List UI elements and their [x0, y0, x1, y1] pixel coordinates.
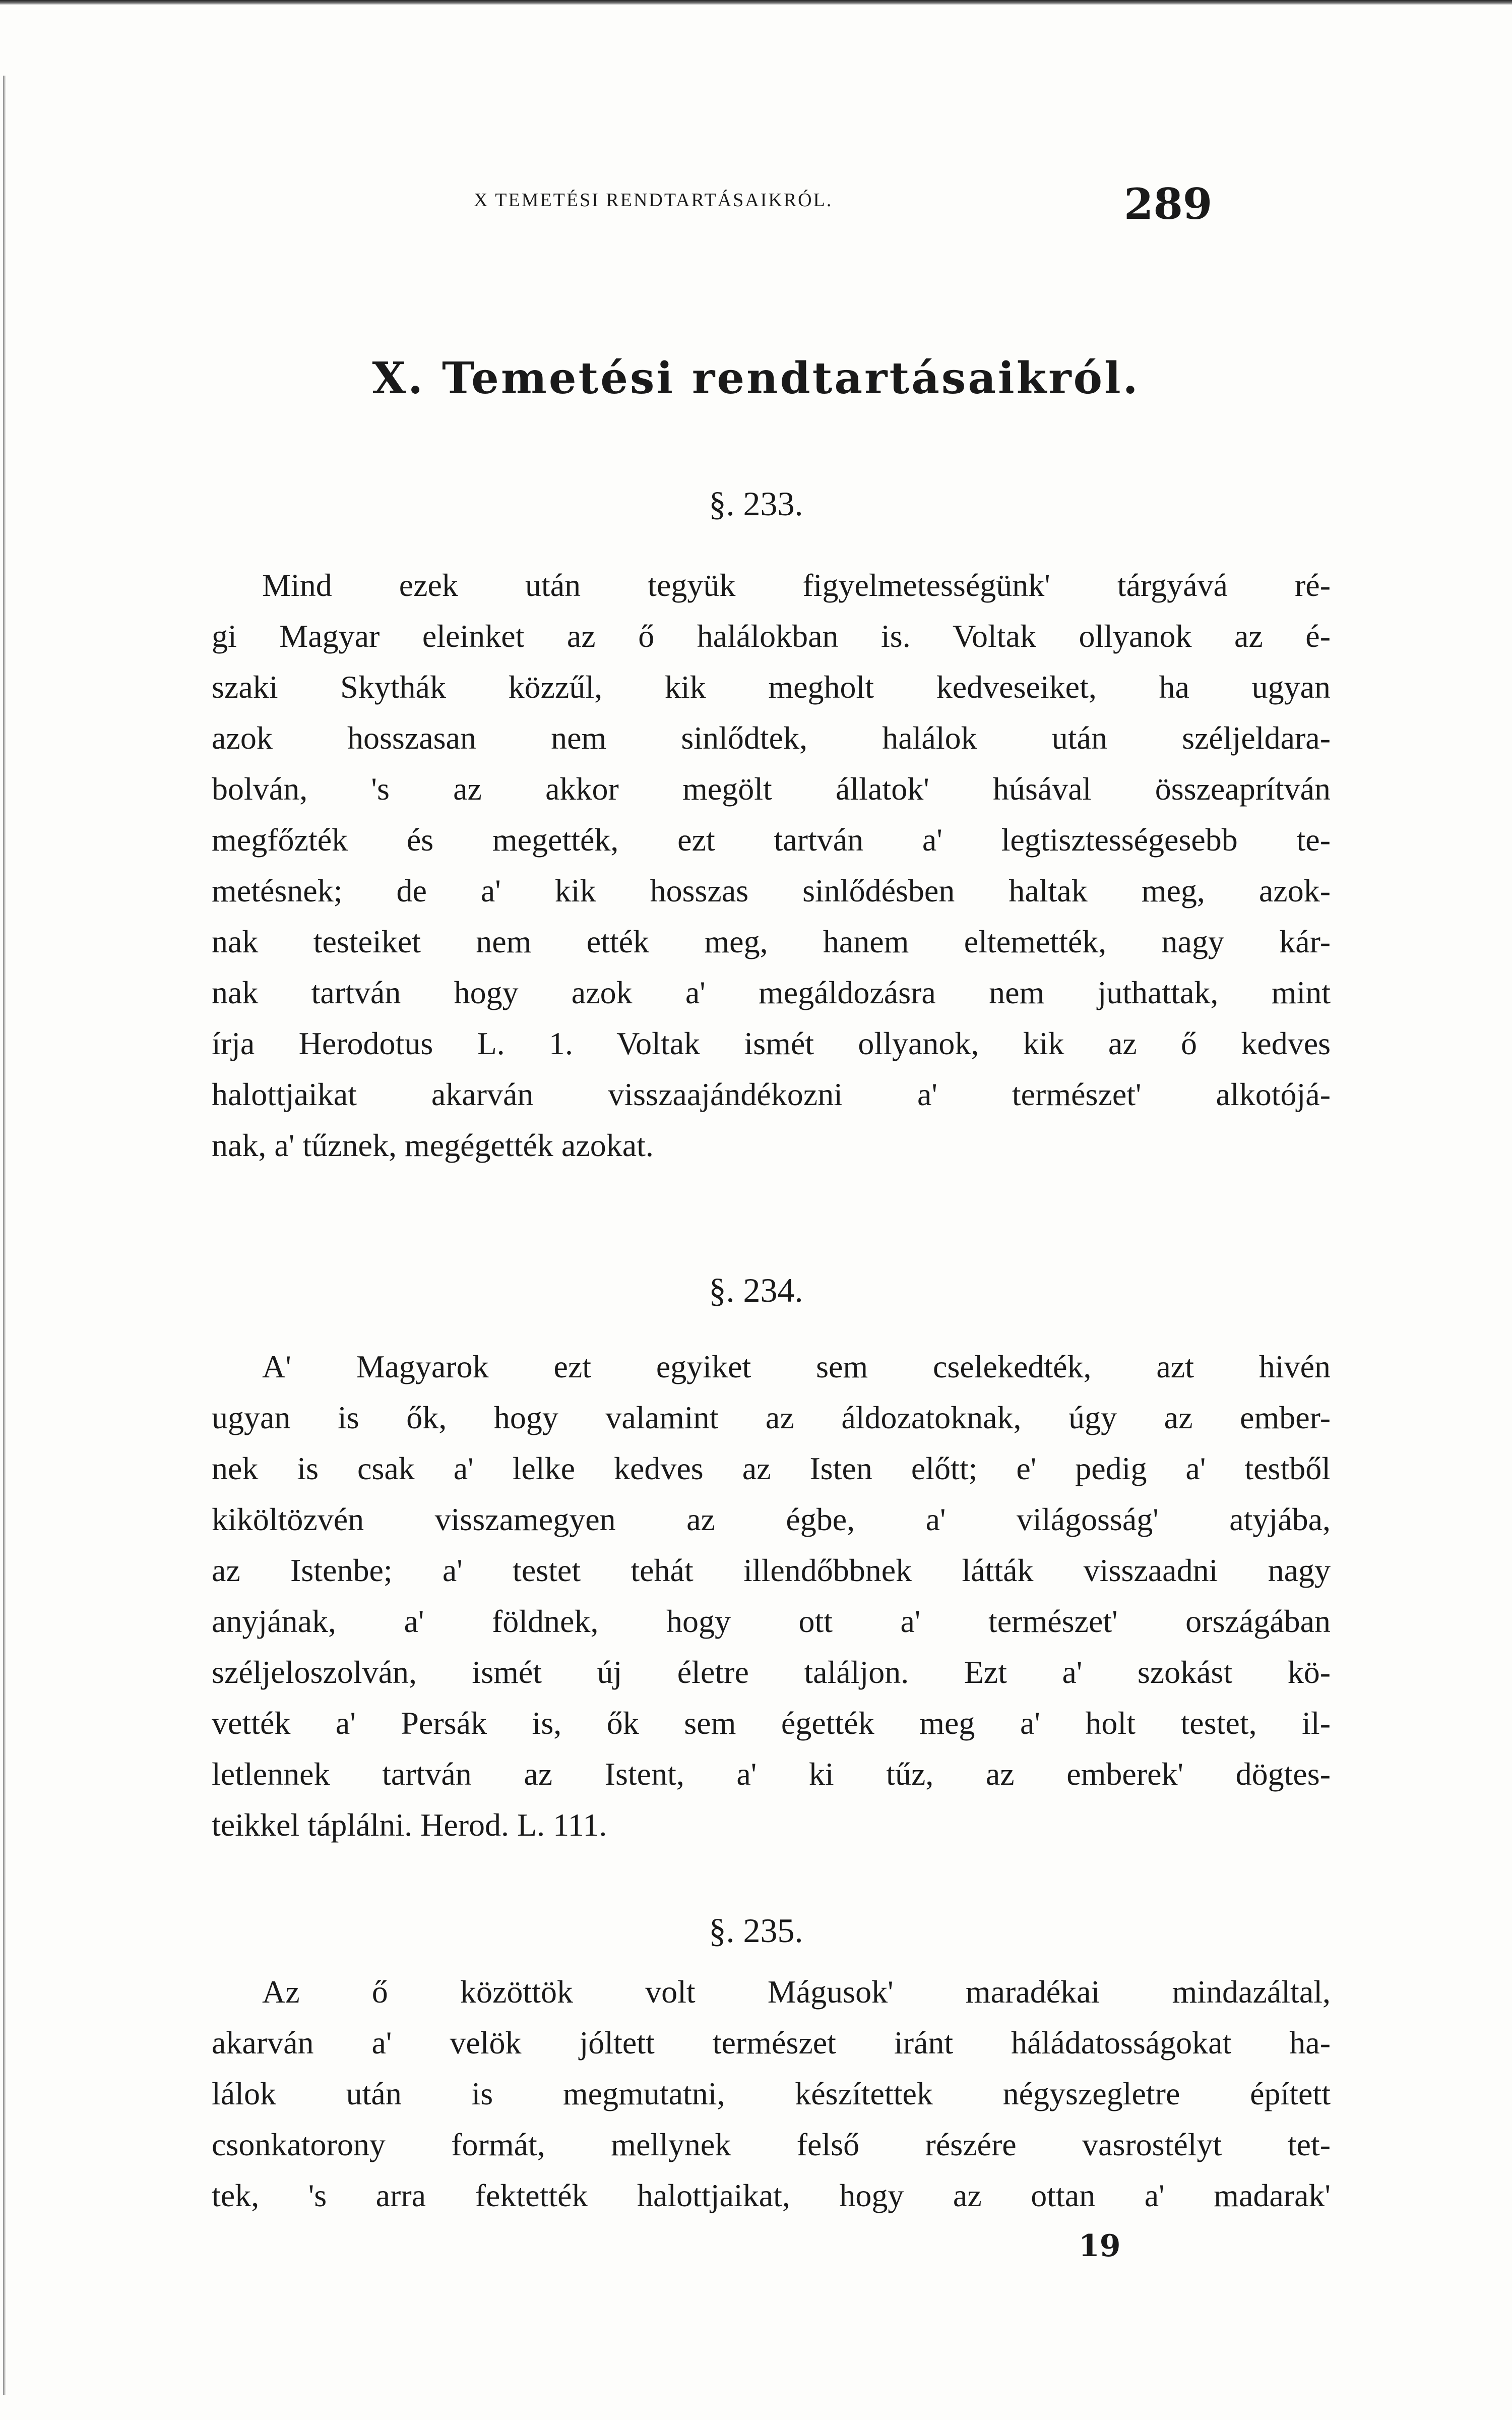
chapter-title: X. Temetési rendtartásaikról. [372, 353, 1140, 404]
section-233-heading: §. 233. [709, 485, 803, 523]
section-235-paragraph [212, 1966, 1331, 2221]
page-number: 289 [1124, 179, 1213, 229]
text-line: metésnek; de a' kik hosszas sinlődésben haltak meg, azok- [212, 873, 1331, 909]
page-top-edge [0, 0, 1512, 5]
text-line: széljeloszolván, ismét új életre találjon. Ezt a' szokást kö- [212, 1654, 1331, 1690]
section-234-heading: §. 234. [709, 1271, 803, 1309]
text-line: nek is csak a' lelke kedves az Isten előtt; e' pedig a' testből [212, 1450, 1331, 1486]
text-line: tek, 's arra fektették halottjaikat, hogy az ottan a' madarak' [212, 2177, 1331, 2213]
section-233-paragraph [212, 560, 1331, 1171]
text-line: lálok után is megmutatni, készítettek négyszegletre épített [212, 2076, 1331, 2111]
running-head: X TEMETÉSI RENDTARTÁSAIKRÓL. [474, 190, 833, 211]
text-line: A' Magyarok ezt egyiket sem cselekedték, azt hivén [262, 1349, 1331, 1384]
section-235-heading: §. 235. [709, 1911, 803, 1950]
text-line: halottjaikat akarván visszaajándékozni a' természet' alkotójá- [212, 1076, 1331, 1112]
text-line: teikkel táplálni. Herod. L. 111. [212, 1807, 607, 1843]
text-line: anyjának, a' földnek, hogy ott a' természet' országában [212, 1603, 1331, 1639]
text-line: kiköltözvén visszamegyen az égbe, a' világosság' atyjába, [212, 1501, 1331, 1537]
text-line: nak, a' tűznek, megégették azokat. [212, 1127, 654, 1163]
text-line: az Istenbe; a' testet tehát illendőbbnek látták visszaadni nagy [212, 1552, 1331, 1588]
text-line: nak testeiket nem ették meg, hanem eltemették, nagy kár- [212, 924, 1331, 959]
text-line: szaki Skythák közzűl, kik megholt kedveseiket, ha ugyan [212, 669, 1331, 705]
text-line: letlennek tartván az Istent, a' ki tűz, az emberek' dögtes- [212, 1756, 1331, 1792]
text-line: gi Magyar eleinket az ő halálokban is. Voltak ollyanok az é- [212, 618, 1331, 654]
text-line: írja Herodotus L. 1. Voltak ismét ollyanok, kik az ő kedves [212, 1025, 1331, 1061]
text-line: Az ő közöttök volt Mágusok' maradékai mindazáltal, [262, 1974, 1331, 2010]
signature-mark: 19 [1079, 2228, 1121, 2264]
text-line: nak tartván hogy azok a' megáldozásra nem juthattak, mint [212, 975, 1331, 1010]
text-line: azok hosszasan nem sinlődtek, halálok után széljeldara- [212, 720, 1331, 756]
text-line: Mind ezek után tegyük figyelmetességünk' tárgyává ré- [262, 567, 1331, 603]
text-line: akarván a' velök jóltett természet iránt háládatosságokat ha- [212, 2025, 1331, 2061]
text-line: bolván, 's az akkor megölt állatok' húsával összeaprítván [212, 771, 1331, 807]
text-line: megfőzték és megették, ezt tartván a' legtisztességesebb te- [212, 822, 1331, 858]
section-234-paragraph [212, 1341, 1331, 1850]
page-binding-edge [3, 76, 6, 2395]
text-line: ugyan is ők, hogy valamint az áldozatoknak, úgy az ember- [212, 1400, 1331, 1435]
text-line: vették a' Persák is, ők sem égették meg a' holt testet, il- [212, 1705, 1331, 1741]
text-line: csonkatorony formát, mellynek felső részére vasrostélyt tet- [212, 2127, 1331, 2162]
